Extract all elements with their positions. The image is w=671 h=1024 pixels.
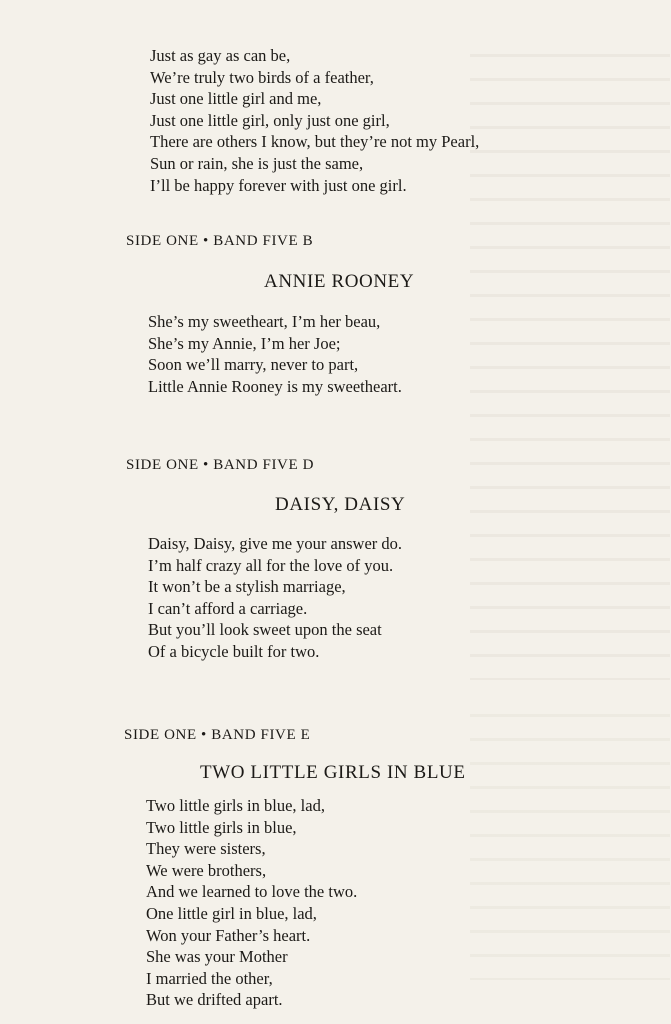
song-title: ANNIE ROONEY [264,271,415,292]
song-lyrics [146,795,357,1011]
lyric-line: Soon we’ll marry, never to part, [148,355,359,375]
lyric-line: But you’ll look sweet upon the seat [148,620,382,640]
lyric-line: One little girl in blue, lad, [146,903,317,923]
band-label: SIDE ONE • BAND FIVE B [126,233,314,249]
lyric-line: I’ll be happy forever with just one girl. [150,175,407,195]
lyric-line: Just as gay as can be, [150,46,291,65]
lyric-line: She’s my sweetheart, I’m her beau, [148,312,381,331]
lyric-line: She’s my Annie, I’m her Joe; [148,333,341,353]
lyric-line: We were brothers, [146,860,267,880]
lyric-line: Two little girls in blue, lad, [146,796,325,815]
song-title: DAISY, DAISY [275,494,406,515]
lyric-line: I can’t afford a carriage. [148,598,308,618]
lyric-line: It won’t be a stylish marriage, [148,577,346,597]
lyric-line: We’re truly two birds of a feather, [150,67,374,87]
show-through-texture [470,40,670,680]
lyric-line: But we drifted apart. [146,990,283,1010]
show-through-texture-lower [470,700,670,980]
lyric-line: There are others I know, but they’re not my Pearl, [150,132,480,152]
band-label: SIDE ONE • BAND FIVE D [126,457,315,473]
lyric-line: Little Annie Rooney is my sweetheart. [148,376,402,396]
song-lyrics [148,533,402,663]
lyric-line: She was your Mother [146,947,288,967]
lyric-line: Won your Father’s heart. [146,925,311,945]
song-title: TWO LITTLE GIRLS IN BLUE [200,762,466,783]
lyric-line: I married the other, [146,968,273,988]
lyric-line: I’m half crazy all for the love of you. [148,555,394,575]
lyric-line: Two little girls in blue, [146,817,297,837]
lyric-line: Of a bicycle built for two. [148,641,320,661]
lyric-line: And we learned to love the two. [146,882,358,902]
lyric-line: Sun or rain, she is just the same, [150,153,364,173]
band-label: SIDE ONE • BAND FIVE E [124,727,311,743]
lyric-line: Just one little girl and me, [150,89,322,109]
verse-continued [150,45,479,196]
song-lyrics [148,311,402,397]
lyric-line: Just one little girl, only just one girl, [150,110,390,130]
lyric-line: They were sisters, [146,839,266,859]
lyric-line: Daisy, Daisy, give me your answer do. [148,534,403,553]
